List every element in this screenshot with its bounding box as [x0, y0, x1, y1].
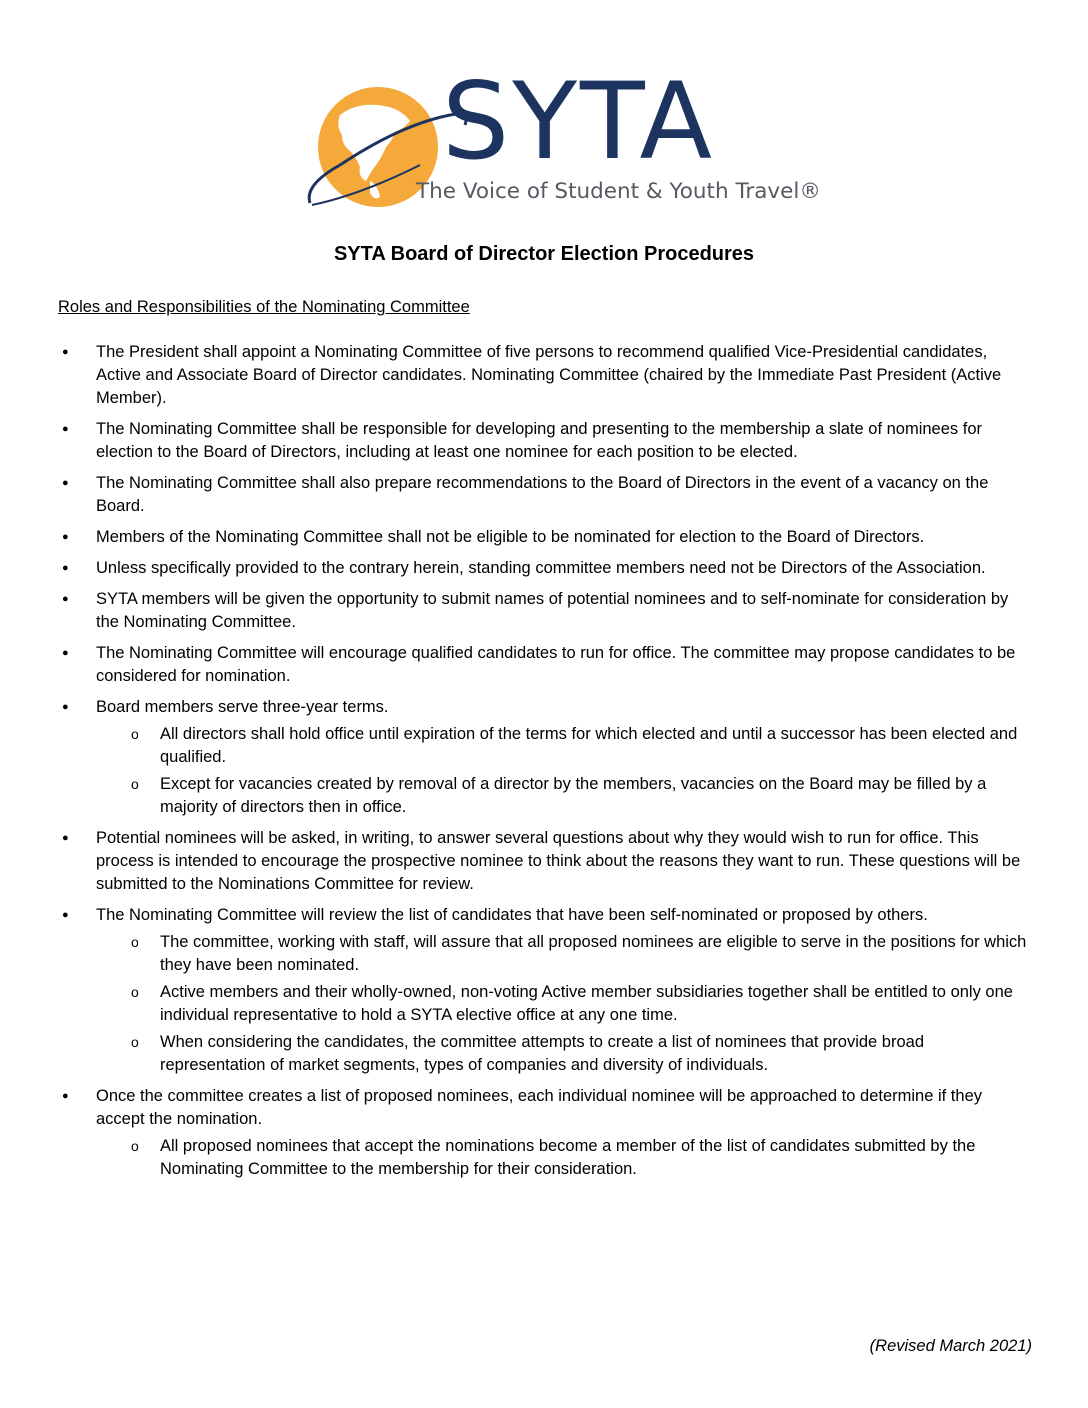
sub-list-item: o Except for vacancies created by removal of a director by the members, vacancies on the Board may be filled by a majority of directors then in office. [96, 773, 1034, 819]
procedure-list [58, 341, 1034, 1181]
list-item-text: Once the committee creates a list of proposed nominees, each individual nominee will be approached to determine if they accept the nomination. [96, 1087, 982, 1128]
list-item: ● Members of the Nominating Committee shall not be eligible to be nominated for election to the Board of Directors. [58, 526, 1034, 549]
list-item: ● The Nominating Committee will encourage qualified candidates to run for office. The committee may propose candidates to be considered for nomination. [58, 642, 1034, 688]
sub-list [96, 1135, 1034, 1181]
list-item: ● SYTA members will be given the opportunity to submit names of potential nominees and to self-nominate for consideration by the Nominating Committee. [58, 588, 1034, 634]
sub-list-item: o Active members and their wholly-owned, non-voting Active member subsidiaries together shall be entitled to only one individual representative to hold a SYTA elective office at any one time. [96, 981, 1034, 1027]
revision-note: (Revised March 2021) [869, 1337, 1032, 1355]
page-title: SYTA Board of Director Election Procedures [333, 243, 755, 265]
section-heading: Roles and Responsibilities of the Nominating Committee [58, 298, 470, 316]
list-item: ● The Nominating Committee shall be responsible for developing and presenting to the membership a slate of nominees for election to the Board of Directors, including at least one nominee for each position to be elected. [58, 418, 1034, 464]
sub-list [96, 723, 1034, 819]
sub-list-item: o The committee, working with staff, will assure that all proposed nominees are eligible to serve in the positions for which they have been nominated. [96, 931, 1034, 977]
list-item-text: The Nominating Committee will review the list of candidates that have been self-nominated or proposed by others. [96, 906, 928, 924]
document-body [58, 341, 1034, 1189]
syta-logo [300, 60, 821, 215]
list-item: ● Potential nominees will be asked, in writing, to answer several questions about why they would wish to run for office. This process is intended to encourage the prospective nominee to think about the reasons they want to run. These questions will be submitted to the Nominations Committee for review. [58, 827, 1034, 896]
logo-tagline: The Voice of Student & Youth Travel® [416, 179, 821, 204]
sub-list-item: o All directors shall hold office until expiration of the terms for which elected and until a successor has been elected and qualified. [96, 723, 1034, 769]
list-item: ● Unless specifically provided to the contrary herein, standing committee members need not be Directors of the Association. [58, 557, 1034, 580]
list-item: ● The Nominating Committee shall also prepare recommendations to the Board of Directors in the event of a vacancy on the Board. [58, 472, 1034, 518]
sub-list-item: o When considering the candidates, the committee attempts to create a list of nominees that provide broad representation of market segments, types of companies and diversity of individuals. [96, 1031, 1034, 1077]
logo-wordmark: SYTA [442, 60, 716, 183]
list-item-text: Board members serve three-year terms. [96, 698, 389, 716]
list-item [58, 1085, 1034, 1181]
list-item [58, 904, 1034, 1077]
list-item [58, 696, 1034, 819]
sub-list [96, 931, 1034, 1077]
list-item: ● The President shall appoint a Nominating Committee of five persons to recommend qualified Vice-Presidential candidates, Active and Associate Board of Director candidates. Nominating Committee (chaired by the Immediate Past President (Active Member). [58, 341, 1034, 410]
sub-list-item: o All proposed nominees that accept the nominations become a member of the list of candidates submitted by the Nominating Committee to the membership for their consideration. [96, 1135, 1034, 1181]
